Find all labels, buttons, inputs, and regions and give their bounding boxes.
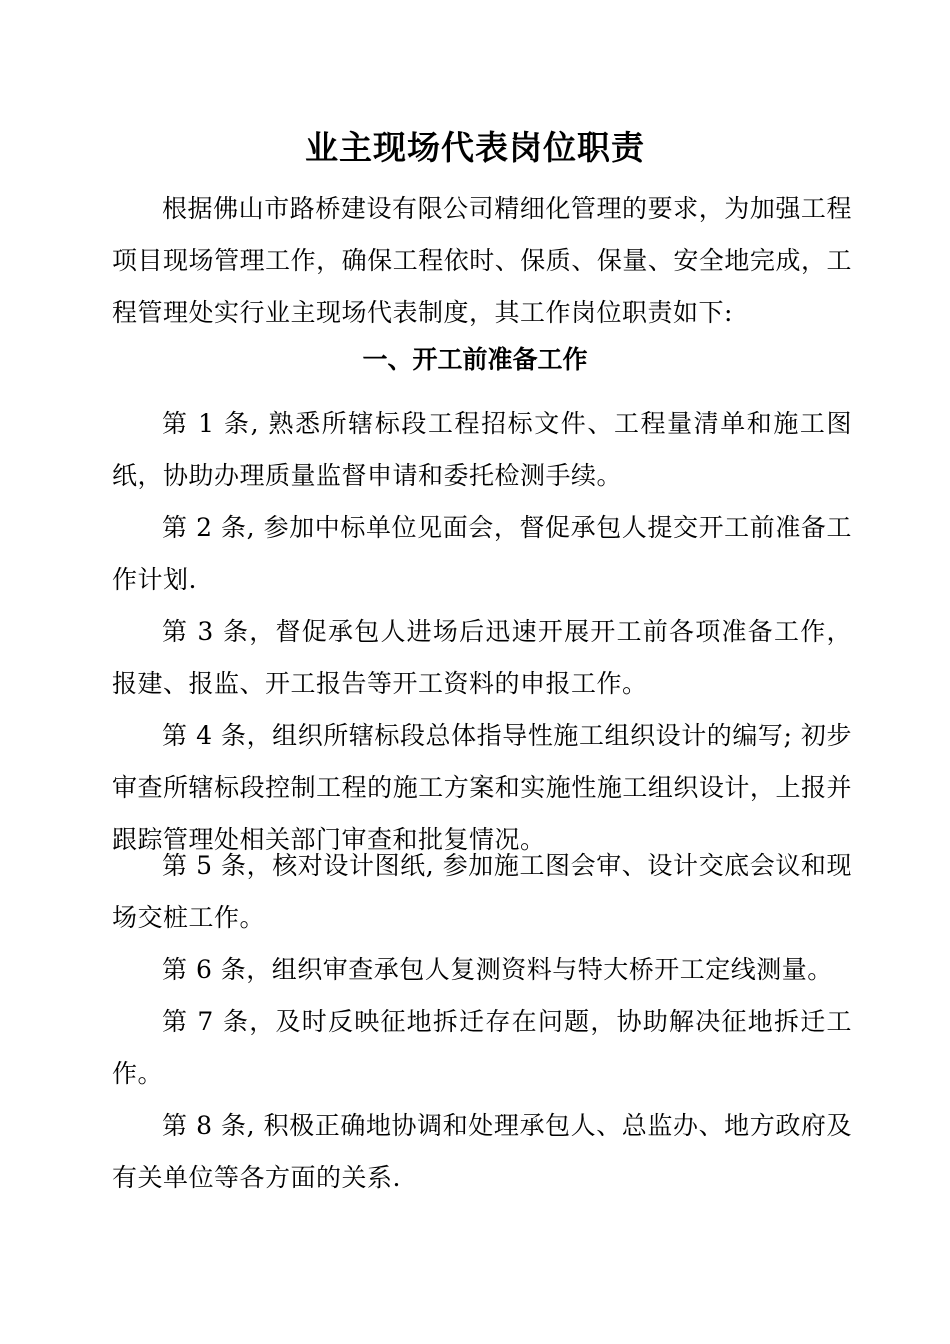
article-7: 第 7 条，及时反映征地拆迁存在问题，协助解决征地拆迁工作。 (112, 1007, 852, 1088)
article-8: 第 8 条, 积极正确地协调和处理承包人、总监办、地方政府及有关单位等各方面的关系. (112, 1111, 852, 1192)
article-5: 第 5 条，核对设计图纸, 参加施工图会审、设计交底会议和现场交桩工作。 (112, 851, 852, 932)
article-2: 第 2 条, 参加中标单位见面会，督促承包人提交开工前准备工作计划. (112, 513, 852, 594)
document-title: 业主现场代表岗位职责 (305, 128, 645, 167)
intro-paragraph: 根据佛山市路桥建设有限公司精细化管理的要求，为加强工程项目现场管理工作，确保工程依时、保质、保量、安全地完成，工程管理处实行业主现场代表制度，其工作岗位职责如下: (112, 194, 852, 327)
section-heading: 一、开工前准备工作 (362, 345, 588, 374)
article-3: 第 3 条，督促承包人进场后迅速开展开工前各项准备工作，报建、报监、开工报告等开工资料的申报工作。 (112, 617, 852, 698)
article-6: 第 6 条，组织审查承包人复测资料与特大桥开工定线测量。 (162, 955, 833, 984)
article-4: 第 4 条，组织所辖标段总体指导性施工组织设计的编写; 初步审查所辖标段控制工程的施工方案和实施性施工组织设计，上报并跟踪管理处相关部门审查和批复情况。 (112, 721, 852, 854)
article-1: 第 1 条, 熟悉所辖标段工程招标文件、工程量清单和施工图纸，协助办理质量监督申请和委托检测手续。 (112, 409, 852, 490)
